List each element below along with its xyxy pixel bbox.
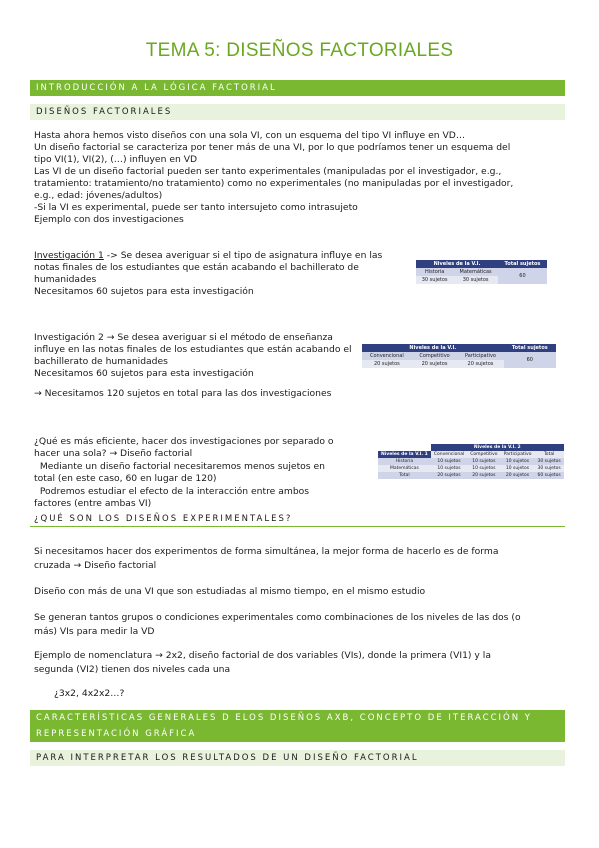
intro-line-2: Un diseño factorial se caracteriza por tener más de una VI, por lo que podríamos tener un esquema del xyxy=(34,142,511,153)
inv1-line-1 xyxy=(34,250,382,262)
exp-line-2: cruzada → Diseño factorial xyxy=(34,560,157,571)
section-divider xyxy=(30,526,565,527)
factorial-table-cell: 20 sujetos xyxy=(501,472,535,479)
inv2-table-level: Convencional xyxy=(362,352,412,360)
factorial-table-cell: Matemáticas xyxy=(378,465,431,472)
factorial-table-cell: Historia xyxy=(378,458,431,465)
factorial-table-cell: Total xyxy=(378,472,431,479)
section-heading-caracteristicas xyxy=(30,710,565,742)
inv1-line-3: humanidades xyxy=(34,274,97,285)
section-heading-line-2: REPRESENTACIÓN GRÁFICA xyxy=(36,729,197,739)
inv2-table-count: 20 sujetos xyxy=(457,360,503,368)
intro-line-3: tipo VI(1), VI(2), (…) influyen en VD xyxy=(34,154,198,165)
inv2-line-4: Necesitamos 60 sujetos para esta investigación xyxy=(34,368,254,379)
intro-line-1: Hasta ahora hemos visto diseños con una sola VI, con un esquema del tipo VI influye en VD… xyxy=(34,130,466,141)
intro-line-4: Las VI de un diseño factorial pueden ser tanto experimentales (manipuladas por el investigador, e.g., xyxy=(34,166,502,177)
exp-line-4: Se generan tantos grupos o condiciones experimentales como combinaciones de los niveles de las dos (o xyxy=(34,612,521,623)
inv2-line-2: influye en las notas finales de los estudiantes que están acabando el xyxy=(34,344,352,355)
page-title: TEMA 5: DISEÑOS FACTORIALES xyxy=(145,40,454,61)
factorial-table xyxy=(378,444,564,479)
inv1-table-count: 30 sujetos xyxy=(416,276,453,284)
factorial-table-col: Competitivo xyxy=(467,451,500,458)
factorial-table-cell: 10 sujetos xyxy=(501,458,535,465)
subsection-heading-experimentales: ¿QUÉ SON LOS DISEÑOS EXPERIMENTALES? xyxy=(34,514,293,524)
exp-line-3: Diseño con más de una VI que son estudiadas al mismo tiempo, en el mismo estudio xyxy=(34,586,426,597)
intro-line-8: Ejemplo con dos investigaciones xyxy=(34,214,184,225)
factorial-table-cell: 10 sujetos xyxy=(431,458,467,465)
intro-line-7: -Si la VI es experimental, puede ser tanto intersujeto como intrasujeto xyxy=(34,202,358,213)
factorial-table-cell: 10 sujetos xyxy=(431,465,467,472)
factorial-line-5: Podremos estudiar el efecto de la interacción entre ambos xyxy=(34,486,310,497)
inv2-line-3: bachillerato de humanidades xyxy=(34,356,168,367)
inv2-table xyxy=(362,344,556,368)
inv2-table-count: 20 sujetos xyxy=(412,360,458,368)
inv2-table-header-total: Total sujetos xyxy=(504,344,556,352)
factorial-table-cell: 20 sujetos xyxy=(431,472,467,479)
intro-line-6: e.g., edad: jóvenes/adultos) xyxy=(34,190,163,201)
factorial-table-col: Total xyxy=(534,451,563,458)
exp-line-8: ¿3x2, 4x2x2…? xyxy=(54,688,125,699)
exp-line-6: Ejemplo de nomenclatura → 2x2, diseño factorial de dos variables (VIs), donde la primera (VI1) y la xyxy=(34,650,491,661)
factorial-table-col: Participativo xyxy=(501,451,535,458)
factorial-line-3: Mediante un diseño factorial necesitaremos menos sujetos en xyxy=(34,461,325,472)
factorial-table-corner: Niveles de la V.I. 1 xyxy=(378,451,431,458)
factorial-table-col: Convencional xyxy=(431,451,467,458)
subsection-heading-interpretar: PARA INTERPRETAR LOS RESULTADOS DE UN DISEÑO FACTORIAL xyxy=(30,750,565,766)
inv2-table-level: Competitivo xyxy=(412,352,458,360)
factorial-table-cell: 20 sujetos xyxy=(467,472,500,479)
inv1-table-header-levels: Niveles de la V.I. xyxy=(416,260,498,268)
inv1-line-2: notas finales de los estudiantes que están acabando el bachillerato de xyxy=(34,262,359,273)
inv1-line-1-text: -> Se desea averiguar si el tipo de asignatura influye en las xyxy=(103,250,383,261)
factorial-table-cell: 60 sujetos xyxy=(534,472,563,479)
inv1-table xyxy=(416,260,547,284)
factorial-table-top-header: Niveles de la V.I. 2 xyxy=(431,444,564,451)
inv1-line-4: Necesitamos 60 sujetos para esta investigación xyxy=(34,286,254,297)
factorial-table-cell: 10 sujetos xyxy=(467,465,500,472)
exp-line-7: segunda (VI2) tienen dos niveles cada una xyxy=(34,664,231,675)
intro-line-5: tratamiento: tratamiento/no tratamiento) como no experimentales (no manipuladas por el investigador, xyxy=(34,178,514,189)
inv2-table-header-levels: Niveles de la V.I. xyxy=(362,344,504,352)
inv2-total-line: → Necesitamos 120 sujetos en total para las dos investigaciones xyxy=(34,388,332,399)
factorial-line-1: ¿Qué es más eficiente, hacer dos investigaciones por separado o xyxy=(34,436,334,447)
factorial-table-cell: 30 sujetos xyxy=(534,465,563,472)
section-heading-intro: INTRODUCCIÓN A LA LÓGICA FACTORIAL xyxy=(30,80,565,96)
inv1-table-total: 60 xyxy=(498,268,547,284)
factorial-line-6: factores (entre ambas VI) xyxy=(34,498,152,509)
exp-line-1: Si necesitamos hacer dos experimentos de forma simultánea, la mejor forma de hacerlo es de forma xyxy=(34,546,499,557)
exp-line-5: más) VIs para medir la VD xyxy=(34,626,155,637)
inv2-table-count: 20 sujetos xyxy=(362,360,412,368)
inv1-table-level: Matemáticas xyxy=(453,268,498,276)
inv2-table-total: 60 xyxy=(504,352,556,368)
factorial-table-cell: 10 sujetos xyxy=(501,465,535,472)
inv1-table-count: 30 sujetos xyxy=(453,276,498,284)
factorial-table-cell: 10 sujetos xyxy=(467,458,500,465)
inv1-table-header-total: Total sujetos xyxy=(498,260,547,268)
inv1-table-level: Historia xyxy=(416,268,453,276)
subsection-heading-disenos: DISEÑOS FACTORIALES xyxy=(30,104,565,120)
inv2-table-level: Participativo xyxy=(457,352,503,360)
inv1-label: Investigación 1 xyxy=(34,250,104,261)
section-heading-line-1: CARACTERÍSTICAS GENERALES D ELOS DISEÑOS AXB, CONCEPTO DE ITERACCIÓN Y xyxy=(36,713,533,723)
factorial-table-cell: 30 sujetos xyxy=(534,458,563,465)
inv2-line-1: Investigación 2 → Se desea averiguar si el método de enseñanza xyxy=(34,332,333,343)
factorial-line-4: total (en este caso, 60 en lugar de 120) xyxy=(34,473,217,484)
factorial-line-2: hacer una sola? → Diseño factorial xyxy=(34,448,193,459)
